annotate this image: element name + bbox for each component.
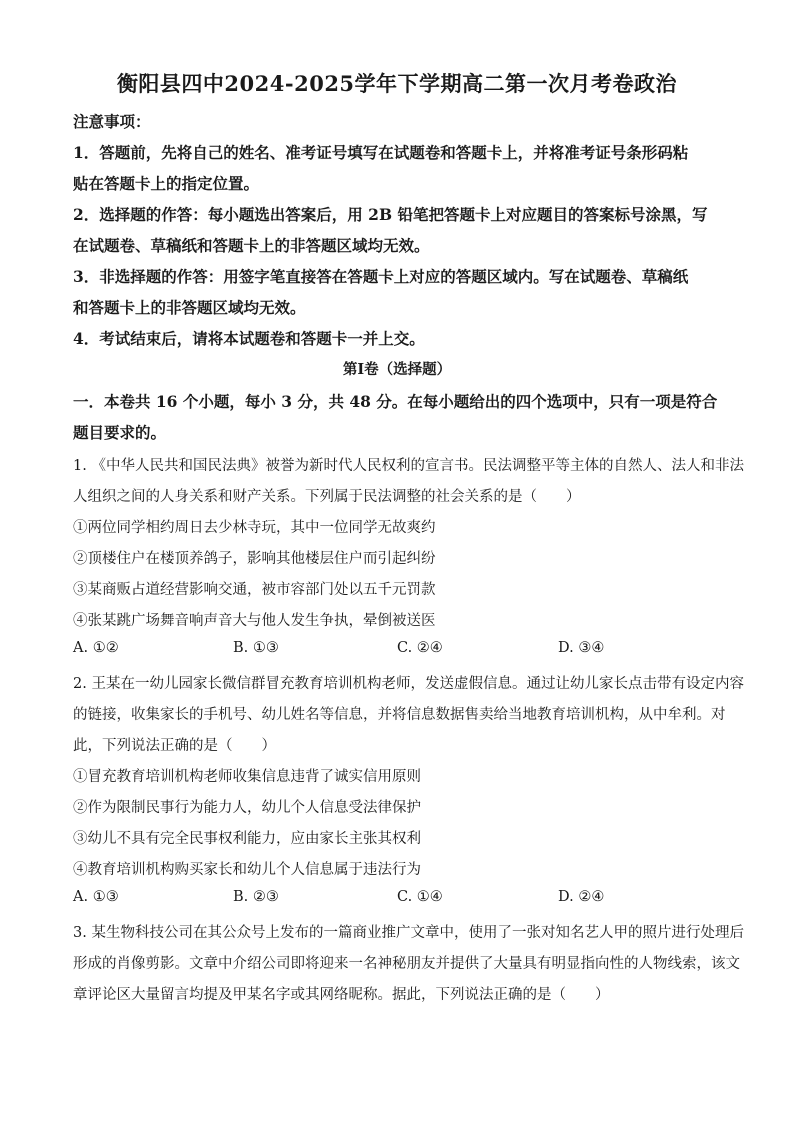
notice-line: 贴在答题卡上的指定位置。 — [73, 174, 260, 193]
section-instruction: 一．本卷共 16 个小题，每小 3 分，共 48 分。在每小题给出的四个选项中，只有一项是符合 — [73, 392, 718, 411]
question-stem: 3. 某生物科技公司在其公众号上发布的一篇商业推广文章中，使用了一张对知名艺人甲的照片进行处理后 — [73, 925, 744, 941]
question-stem: 此，下列说法正确的是（ ） — [73, 738, 276, 754]
option-c: C. ①④ — [397, 889, 443, 905]
statement-item: ③某商贩占道经营影响交通，被市容部门处以五千元罚款 — [73, 582, 436, 598]
question-stem: 人组织之间的人身关系和财产关系。下列属于民法调整的社会关系的是（ ） — [73, 489, 581, 505]
option-d: D. ③④ — [558, 640, 605, 656]
statement-item: ④张某跳广场舞音响声音大与他人发生争执，晕倒被送医 — [73, 613, 436, 629]
question-stem: 形成的肖像剪影。文章中介绍公司即将迎来一名神秘朋友并提供了大量具有明显指向性的人物线索，该文 — [73, 956, 740, 972]
statement-item: ②作为限制民事行为能力人，幼儿个人信息受法律保护 — [73, 800, 421, 816]
option-b: B. ①③ — [233, 640, 279, 656]
option-a: A. ①③ — [73, 889, 119, 905]
notice-line: 1．答题前，先将自己的姓名、准考证号填写在试题卷和答题卡上，并将准考证号条形码粘 — [73, 143, 689, 162]
notice-line: 2．选择题的作答：每小题选出答案后，用 2B 铅笔把答题卡上对应题目的答案标号涂黑，写 — [73, 205, 708, 224]
notice-line: 和答题卡上的非答题区域均无效。 — [73, 298, 306, 317]
notice-line: 在试题卷、草稿纸和答题卡上的非答题区域均无效。 — [73, 236, 430, 255]
option-c: C. ②④ — [397, 640, 443, 656]
question-stem: 的链接，收集家长的手机号、幼儿姓名等信息，并将信息数据售卖给当地教育培训机构，从中牟利。对 — [73, 707, 726, 723]
question-stem: 章评论区大量留言均提及甲某名字或其网络昵称。据此，下列说法正确的是（ ） — [73, 987, 610, 1003]
notice-line: 3．非选择题的作答：用签字笔直接答在答题卡上对应的答题区域内。写在试题卷、草稿纸 — [73, 267, 689, 286]
statement-item: ②顶楼住户在楼顶养鸽子，影响其他楼层住户而引起纠纷 — [73, 551, 436, 567]
statement-item: ①冒充教育培训机构老师收集信息违背了诚实信用原则 — [73, 769, 421, 785]
question-stem: 1. 《中华人民共和国民法典》被誉为新时代人民权利的宣言书。民法调整平等主体的自然人、法人和非法 — [73, 458, 744, 474]
section-instruction: 题目要求的。 — [73, 423, 167, 442]
statement-item: ④教育培训机构购买家长和幼儿个人信息属于违法行为 — [73, 862, 421, 878]
question-stem: 2. 王某在一幼儿园家长微信群冒充教育培训机构老师，发送虚假信息。通过让幼儿家长点击带有设定内容 — [73, 676, 744, 692]
statement-item: ③幼儿不具有完全民事权利能力，应由家长主张其权利 — [73, 831, 421, 847]
option-d: D. ②④ — [558, 889, 605, 905]
notice-heading: 注意事项： — [73, 112, 151, 131]
section-title: 第Ⅰ卷（选择题） — [342, 361, 452, 378]
option-b: B. ②③ — [233, 889, 279, 905]
exam-title: 衡阳县四中2024-2025学年下学期高二第一次月考卷政治 — [116, 71, 678, 96]
statement-item: ①两位同学相约周日去少林寺玩，其中一位同学无故爽约 — [73, 520, 436, 536]
option-a: A. ①② — [73, 640, 119, 656]
notice-line: 4．考试结束后，请将本试题卷和答题卡一并上交。 — [73, 329, 425, 348]
